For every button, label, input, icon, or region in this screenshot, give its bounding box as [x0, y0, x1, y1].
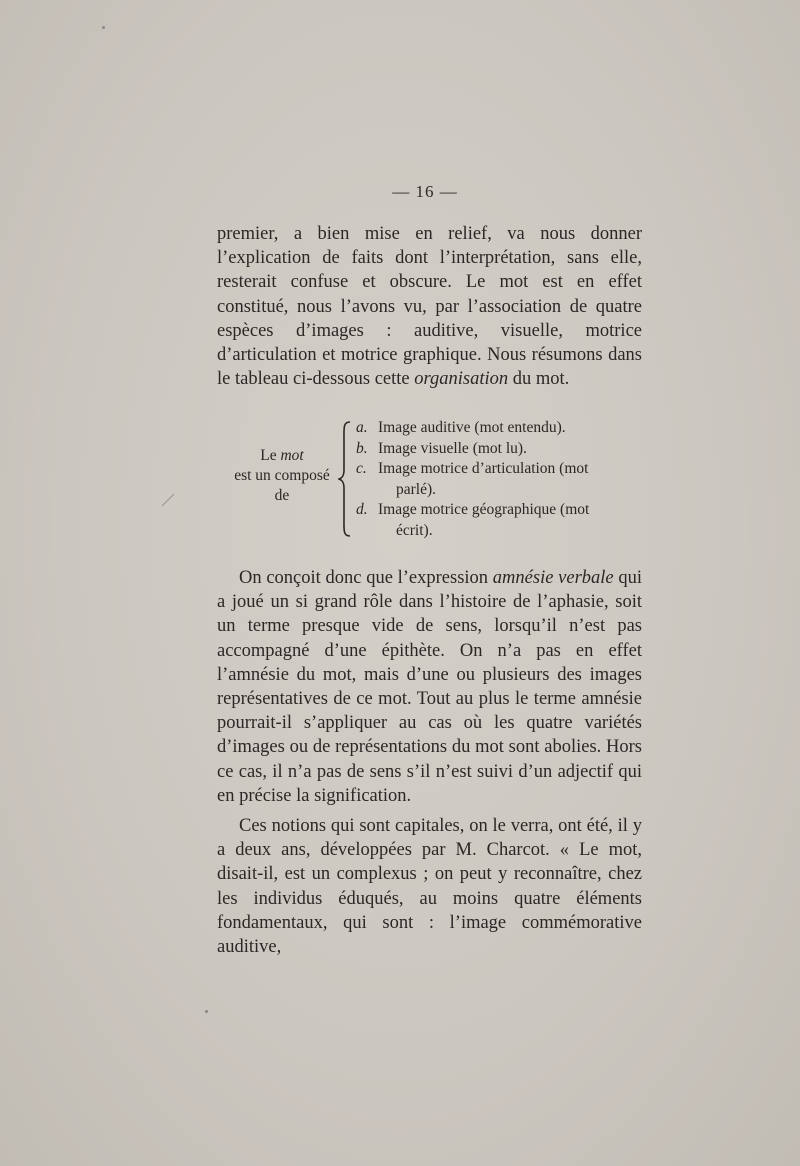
item-text: Image auditive (mot entendu). [378, 419, 566, 436]
paragraph-1-emphasis: organisation [414, 369, 509, 390]
left-label-compose: est un composé [234, 467, 330, 484]
paragraph-3-text: Ces notions qui sont capitales, on le verra, ont été, il y a deux ans, développées par M. Charcot. « Le mot, disait-il, est un complexus ; on peut y reconnaître, chez les individus éduqués, au moins quatre éléments fondamentaux, qui sont : l’image commémorative auditive, [217, 816, 642, 958]
table-item-d [356, 500, 646, 521]
margin-pencil-mark [160, 492, 176, 508]
left-label-le: Le [260, 447, 277, 464]
left-label-mot: mot [280, 447, 304, 464]
table-item-c [356, 459, 646, 480]
word-components-table [222, 418, 647, 546]
item-letter: c. [356, 460, 367, 477]
page-number: — 16 — [392, 182, 458, 201]
item-text: Image motrice d’articulation (mot [378, 460, 589, 477]
table-item-b [356, 439, 646, 460]
paragraph-1-text: premier, a bien mise en relief, va nous donner l’explication de faits dont l’interprétation, sans elle, resterait confuse et obscure. Le mot est en effet constitué, nous l’avons vu, par l’association de quatre espèces d’images : auditive, visuelle, motrice d’articulation et motrice graphique. Nous résumons dans le tableau ci-dessous cette [217, 224, 642, 390]
paragraph-2-start: On conçoit donc que l’expression [239, 568, 489, 588]
left-label-de: de [274, 487, 290, 504]
paragraph-2-rest: qui a joué un si grand rôle dans l’histoire de l’aphasie, soit un terme presque vide de sens, lorsqu’il n’est pas accompagné d’une épithète. On n’a pas en effet l’amnésie du mot, mais d’une ou plusieurs des images représentatives de ce mot. Tout au plus le terme amnésie pourrait-il s’appliquer au cas où les quatre variétés d’images ou de représentations du mot sont abolies. Hors ce cas, il n’a pas de sens s’il n’est suivi d’un adjectif qui en précise la signification. [217, 568, 642, 806]
paragraph-1-end: du mot. [512, 369, 570, 390]
paper-speck [205, 1010, 208, 1013]
item-text: Image motrice géographique (mot [378, 501, 590, 518]
item-letter: b. [356, 439, 368, 457]
paragraph-2 [217, 566, 642, 808]
item-text: Image visuelle (mot lu). [378, 439, 527, 457]
curly-brace-icon [338, 420, 352, 538]
item-letter: a. [356, 419, 368, 436]
paper-speck [102, 26, 105, 29]
table-items [356, 418, 646, 541]
item-continuation: parlé). [396, 480, 437, 498]
paragraph-3 [217, 814, 642, 959]
item-continuation: écrit). [396, 521, 433, 539]
table-left-label [222, 446, 342, 506]
table-item-a [356, 418, 646, 439]
paragraph-2-emphasis: amnésie verbale [492, 568, 614, 588]
paragraph-1 [217, 222, 642, 391]
item-letter: d. [356, 501, 368, 518]
